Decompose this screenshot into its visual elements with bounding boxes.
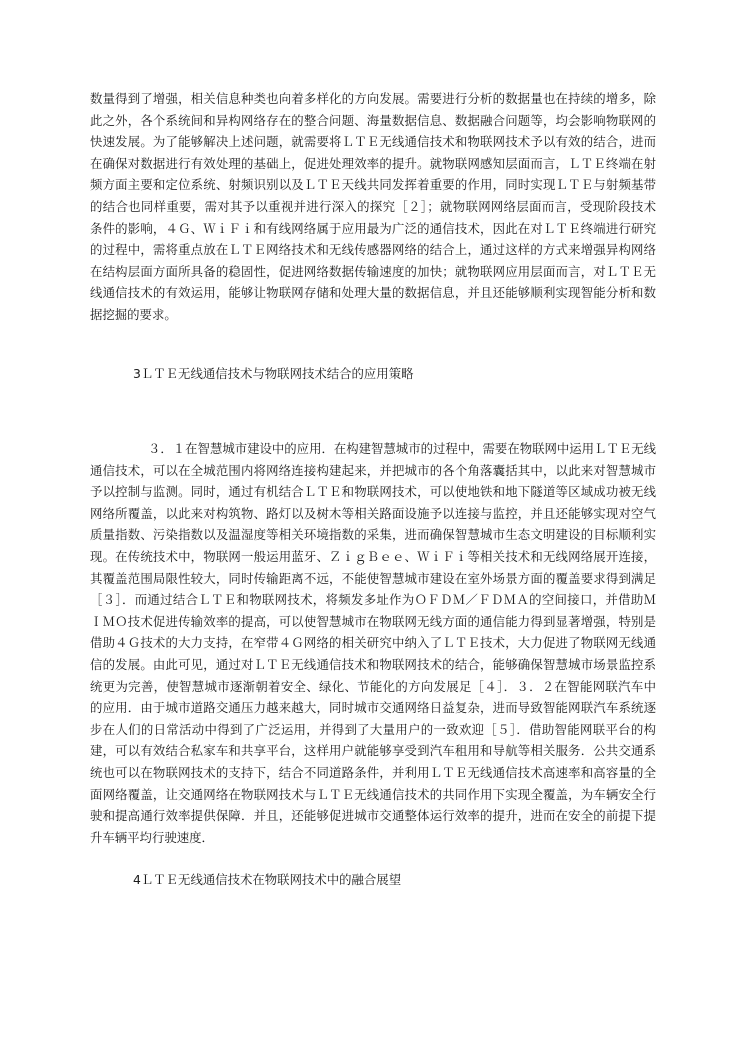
text-line: 频方面主要和定位系统、射频识别以及ＬＴＥ天线共同发挥着重要的作用，同时实现ＬＴＥ与射频基带 [90,177,656,193]
text-line: 升车辆平均行驶速度． [90,829,214,845]
text-line: 信的发展。由此可见，通过对ＬＴＥ无线通信技术和物联网技术的结合，能够确保智慧城市场景监控系 [90,656,656,672]
text-line: 面网络覆盖，让交通网络在物联网技术与ＬＴＥ无线通信技术的共同作用下实现全覆盖，为车辆安全行 [90,786,656,802]
text-line: 驶和提高通行效率提供保障．并且，还能够促进城市交通整体运行效率的提升，进而在安全的前提下提 [90,808,656,824]
text-line: 此之外，各个系统间和异构网络存在的整合问题、海量数据信息、数据融合问题等，均会影响物联网的 [90,112,656,128]
body-paragraph-1 [90,88,656,326]
text-line: 统也可以在物联网技术的支持下，结合不同道路条件，并利用ＬＴＥ无线通信技术高速率和高容量的全 [90,764,656,780]
text-line: 步在人们的日常活动中得到了广泛运用，并得到了大量用户的一致欢迎［５］．借助智能网联平台的构 [90,721,656,737]
text-line: 质量指数、污染指数以及温湿度等相关环境指数的采集，进而确保智慧城市生态文明建设的目标顺利实 [90,527,656,543]
text-line: 的过程中，需将重点放在ＬＴＥ网络技术和无线传感器网络的结合上，通过这样的方式来增强异构网络 [90,242,656,258]
text-line: 条件的影响，４Ｇ、ＷｉＦｉ和有线网络属于应用最为广泛的通信技术，因此在对ＬＴＥ终端进行研究 [90,220,656,236]
text-line: 其覆盖范围局限性较大，同时传输距离不远，不能使智慧城市建设在室外场景方面的覆盖要求得到满足 [90,570,656,586]
text-line: 借助４Ｇ技术的大力支持，在窄带４Ｇ网络的相关研究中纳入了ＬＴＥ技术，大力促进了物联网无线通 [90,635,656,651]
text-line: 快速发展。为了能够解决上述问题，就需要将ＬＴＥ无线通信技术和物联网技术予以有效的结合，进而 [90,134,656,150]
text-line: 网络所覆盖，以此来对构筑物、路灯以及树木等相关路面设施予以连接与监控，并且还能够实现对空气 [90,505,656,521]
text-line: 在确保对数据进行有效处理的基础上，促进处理效率的提升。就物联网感知层面而言，ＬＴＥ终端在射 [90,155,656,171]
text-line: ３．１在智慧城市建设中的应用．在构建智慧城市的过程中，需要在物联网中运用ＬＴＥ无线 [148,441,656,456]
text-line: ［３］．而通过结合ＬＴＥ和物联网技术，将频发多址作为ＯＦＤＭ／ＦＤＭＡ的空间接口，并借助Ｍ [90,592,656,608]
text-line: 予以控制与监测。同时，通过有机结合ＬＴＥ和物联网技术，可以使地铁和地下隧道等区域成功被无线 [90,484,656,500]
text-line: 通信技术，可以在全城范围内将网络连接构建起来，并把城市的各个角落囊括其中，以此来对智慧城市 [90,462,656,478]
text-line: 的结合也同样重要，需对其予以重视并进行深入的探究［２］；就物联网网络层面而言，受现阶段技术 [90,198,656,214]
body-paragraph-2 [90,438,656,848]
text-line: 在结构层面方面所具备的稳固性，促进网络数据传输速度的加快；就物联网应用层面而言，对ＬＴＥ无 [90,263,656,279]
text-line: 现。在传统技术中，物联网一般运用蓝牙、ＺｉｇＢｅｅ、ＷｉＦｉ等相关技术和无线网络展开连接， [90,548,656,564]
text-line: 建，可以有效结合私家车和共享平台，这样用户就能够享受到汽车租用和导航等相关服务．公共交通系 [90,743,656,759]
text-line: 据挖掘的要求。 [90,306,177,322]
text-line: 统更为完善，使智慧城市逐渐朝着安全、绿化、节能化的方向发展足［４］．３．２在智能网联汽车中 [90,678,656,694]
text-line: 数量得到了增强，相关信息种类也向着多样化的方向发展。需要进行分析的数据量也在持续的增多，除 [90,91,656,106]
text-line: 的应用．由于城市道路交通压力越来越大，同时城市交通网络日益复杂，进而导致智能网联汽车系统逐 [90,700,656,716]
text-line: ＩＭＯ技术促进传输效率的提高，可以使智慧城市在物联网无线方面的通信能力得到显著增强，特别是 [90,613,656,629]
section-heading-4: 4ＬＴＥ无线通信技术在物联网技术中的融合展望 [133,872,402,887]
text-line: 线通信技术的有效运用，能够让物联网存储和处理大量的数据信息，并且还能够顺利实现智能分析和数 [90,285,656,301]
section-heading-3: 3ＬＴＥ无线通信技术与物联网技术结合的应用策略 [133,366,414,381]
